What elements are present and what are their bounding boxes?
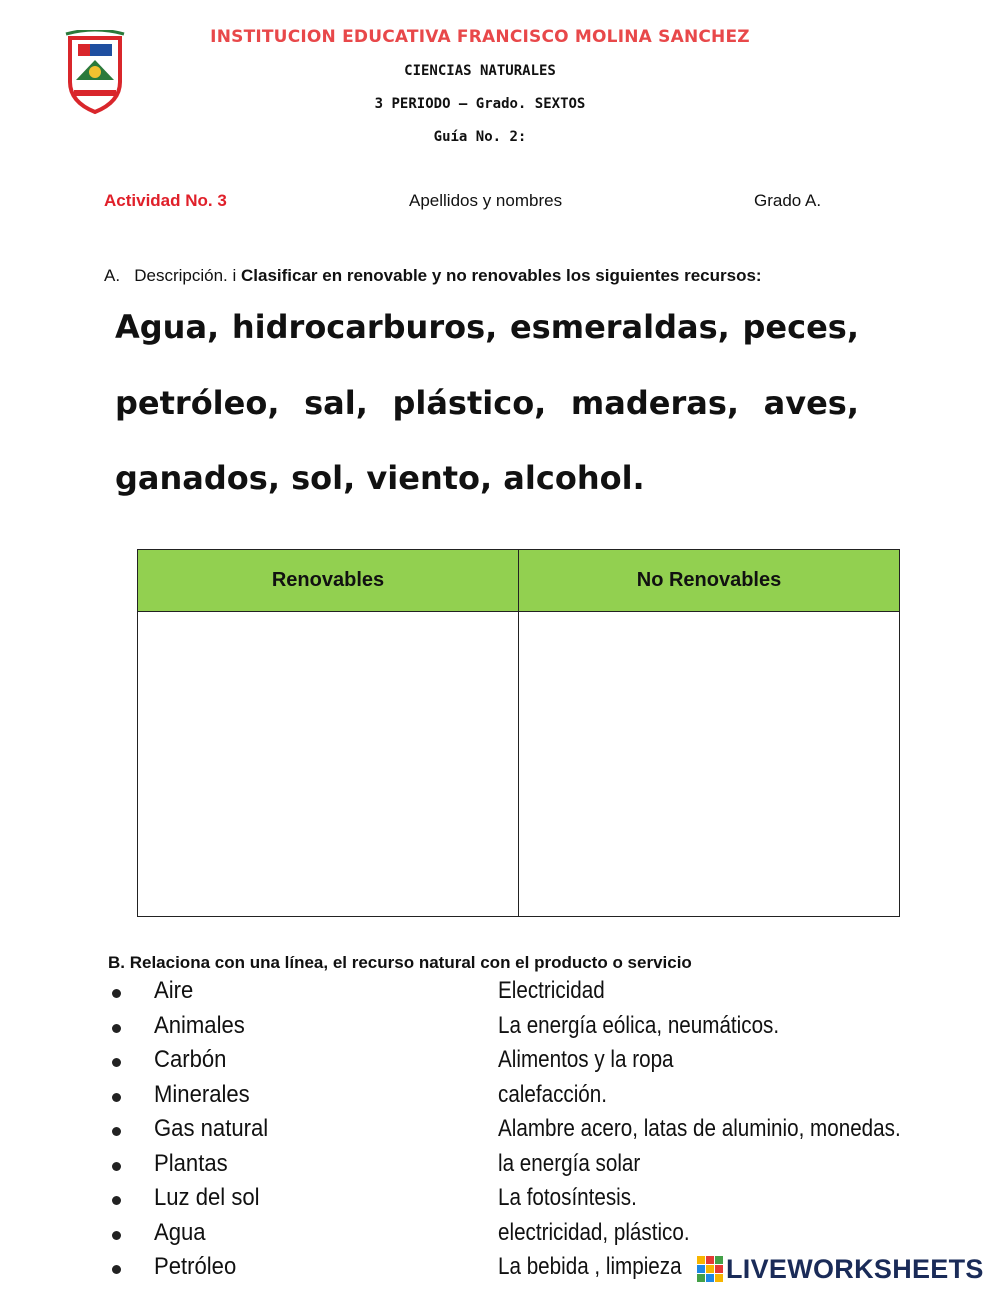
section-a-text: Clasificar en renovable y no renovables los siguientes recursos: [241, 266, 762, 285]
resource-item[interactable]: Animales [154, 1011, 245, 1039]
bullet-icon [112, 1231, 121, 1240]
renewables-drop-cell[interactable] [138, 612, 519, 917]
resource-word: sal, [304, 384, 368, 422]
resource-item[interactable]: Gas natural [154, 1115, 269, 1142]
list-item [112, 1079, 932, 1114]
product-item[interactable]: La fotosíntesis. [498, 1184, 637, 1211]
resource-item[interactable]: Petróleo [154, 1253, 237, 1280]
product-item[interactable]: Alambre acero, latas de aluminio, monedas. [498, 1115, 901, 1142]
resource-item[interactable]: Plantas [154, 1149, 228, 1177]
list-item [112, 1148, 932, 1183]
list-item [112, 1044, 932, 1079]
liveworksheets-watermark[interactable] [697, 1252, 984, 1286]
resource-word: hidrocarburos, [231, 308, 498, 346]
product-item[interactable]: calefacción. [498, 1080, 608, 1108]
resource-word: Agua, [115, 308, 220, 346]
list-item [112, 1010, 932, 1045]
resource-item[interactable]: Luz del sol [154, 1184, 260, 1211]
product-item[interactable]: Electricidad [498, 977, 605, 1004]
product-item[interactable]: La bebida , limpieza [498, 1253, 682, 1280]
list-item [112, 1113, 932, 1148]
resource-item[interactable]: Minerales [154, 1080, 250, 1108]
list-item [112, 1182, 932, 1217]
bullet-icon [112, 989, 121, 998]
guide-number: Guía No. 2: [433, 129, 527, 145]
bullet-icon [112, 1093, 121, 1102]
resource-word: plástico, [392, 384, 547, 422]
subject-title: CIENCIAS NATURALES [404, 63, 556, 79]
resource-words-line-1 [115, 308, 859, 346]
grade-label: Grado A. [754, 191, 822, 210]
resource-item[interactable]: Carbón [154, 1046, 227, 1073]
bullet-icon [112, 1127, 121, 1136]
product-item[interactable]: la energía solar [498, 1149, 641, 1177]
non-renewables-drop-cell[interactable] [519, 612, 900, 917]
resource-word: petróleo, [115, 384, 280, 422]
bullet-icon [112, 1024, 121, 1033]
bullet-icon [112, 1058, 121, 1067]
classification-table [137, 549, 900, 917]
section-b-instruction: B. Relaciona con una línea, el recurso natural con el producto o servicio [108, 953, 692, 972]
resource-item[interactable]: Agua [154, 1218, 206, 1246]
product-item[interactable]: La energía eólica, neumáticos. [498, 1011, 780, 1039]
liveworksheets-logo-icon [697, 1256, 723, 1282]
product-item[interactable]: electricidad, plástico. [498, 1218, 690, 1246]
list-item [112, 975, 932, 1010]
bullet-icon [112, 1265, 121, 1274]
resource-words-line-3: ganados, sol, viento, alcohol. [115, 459, 645, 497]
section-a-instruction [104, 266, 762, 286]
section-a-prefix: A. Descripción. i [104, 266, 241, 285]
school-name: INSTITUCION EDUCATIVA FRANCISCO MOLINA SANCHEZ [210, 27, 750, 47]
list-item [112, 1217, 932, 1252]
resource-word: esmeraldas, [509, 308, 730, 346]
bullet-icon [112, 1196, 121, 1205]
resource-word: aves, [763, 384, 859, 422]
renewables-header: Renovables [138, 550, 519, 612]
period-grade: 3 PERIODO – Grado. SEXTOS [374, 96, 586, 112]
resource-item[interactable]: Aire [154, 977, 194, 1004]
names-label: Apellidos y nombres [409, 191, 563, 210]
non-renewables-header: No Renovables [519, 550, 900, 612]
resource-word: maderas, [570, 384, 740, 422]
matching-list [112, 975, 932, 1286]
resource-words-line-2 [115, 384, 859, 422]
watermark-text: LIVEWORKSHEETS [726, 1253, 984, 1284]
activity-label: Actividad No. 3 [104, 191, 227, 210]
product-item[interactable]: Alimentos y la ropa [498, 1046, 674, 1073]
resource-word: peces, [742, 308, 859, 346]
bullet-icon [112, 1162, 121, 1171]
